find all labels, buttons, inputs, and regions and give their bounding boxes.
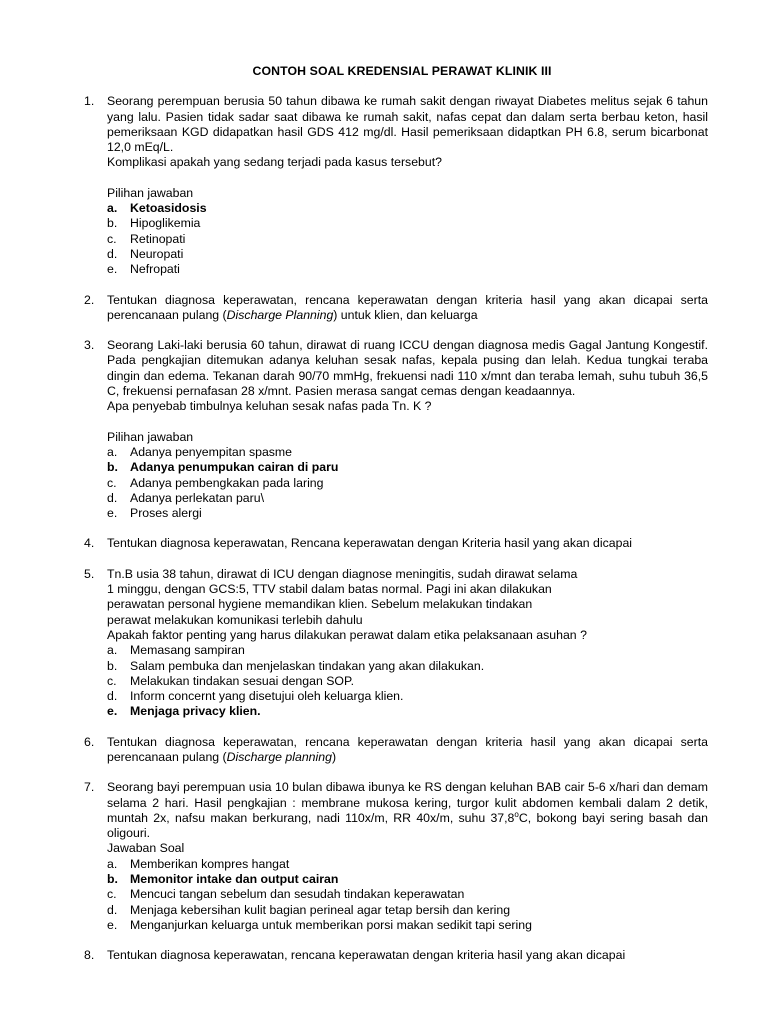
question-prompt: Apakah faktor penting yang harus dilakukan perawat dalam etika pelaksanaan asuhan ?: [107, 627, 587, 642]
answer-option: a. Memberikan kompres hangat: [107, 856, 290, 871]
answer-option-correct: a. Ketoasidosis: [107, 201, 207, 216]
answer-option-correct: b. Memonitor intake dan output cairan: [107, 872, 339, 887]
answer-option-correct: e. Menjaga privacy klien.: [107, 704, 261, 719]
answer-option: d. Adanya perlekatan paru\: [107, 490, 264, 505]
question-prompt: Komplikasi apakah yang sedang terjadi pada kasus tersebut?: [107, 155, 442, 170]
answer-option: e. Proses alergi: [107, 506, 202, 521]
answer-options: [107, 857, 708, 933]
answer-option: c. Retinopati: [107, 231, 186, 246]
answer-option: d. Inform concernt yang disetujui oleh keluarga klien.: [107, 689, 404, 704]
question-text: Tentukan diagnosa keperawatan, rencana keperawatan dengan kriteria hasil yang akan dicapai: [107, 948, 626, 963]
answer-option: a. Adanya penyempitan spasme: [107, 444, 293, 459]
question-line: perawatan personal hygiene memandikan klien. Sebelum melakukan tindakan: [107, 597, 533, 612]
question-number: 4.: [84, 536, 95, 551]
question-8: [84, 948, 708, 963]
answer-option: c. Melakukan tindakan sesuai dengan SOP.: [107, 673, 355, 688]
question-3: [84, 338, 708, 521]
question-number: 8.: [84, 948, 95, 963]
question-line: perawat melakukan komunikasi terlebih dahulu: [107, 612, 363, 627]
question-5: [84, 567, 708, 720]
answer-option-correct: b. Adanya penumpukan cairan di paru: [107, 460, 339, 475]
question-number: 3.: [84, 338, 95, 353]
options-label: Jawaban Soal: [107, 841, 185, 856]
question-text: Seorang Laki-laki berusia 60 tahun, dirawat di ruang ICCU dengan diagnosa medis Gagal Jantung Kongestif. Pada pengkajian ditemukan adanya keluhan sesak nafas, kepala pusing dan lelah. Kedua tungkai teraba dingin dan edema. Tekanan darah 90/70 mmHg, frekuensi nadi 110 x/mnt dan teraba lemah, suhu tubuh 36,5 C, frekuensi pernafasan 28 x/mnt. Pasien merasa sangat cemas dengan keadaannya.: [107, 338, 708, 399]
answer-option: b. Salam pembuka dan menjelaskan tindakan yang akan dilakukan.: [107, 658, 485, 673]
question-line: 1 minggu, dengan GCS:5, TTV stabil dalam batas normal. Pagi ini akan dilakukan: [107, 582, 552, 597]
question-line: Tn.B usia 38 tahun, dirawat di ICU dengan diagnose meningitis, sudah dirawat selama: [107, 566, 578, 581]
answer-option: d. Neuropati: [107, 246, 184, 261]
question-text: Tentukan diagnosa keperawatan, rencana keperawatan dengan kriteria hasil yang akan dicapai serta perencanaan pulang (Discharge Planning) untuk klien, dan keluarga: [107, 292, 708, 322]
question-number: 7.: [84, 780, 95, 795]
question-2: [84, 293, 708, 324]
question-number: 6.: [84, 734, 95, 749]
question-number: 5.: [84, 566, 95, 581]
answer-option: b. Hipoglikemia: [107, 216, 201, 231]
question-text: Seorang perempuan berusia 50 tahun dibawa ke rumah sakit dengan riwayat Diabetes melitus sejak 6 tahun yang lalu. Pasien tidak sadar saat dibawa ke rumah sakit, nafas cepat dan dalam serta berbau keton, hasil pemeriksaan KGD didapatkan hasil GDS 412 mg/dl. Hasil pemeriksaan didaptkan PH 6.8, serum bicarbonat 12,0 mEq/L.: [107, 94, 708, 155]
answer-option: c. Adanya pembengkakan pada laring: [107, 475, 324, 490]
question-7: [84, 780, 708, 933]
answer-option: a. Memasang sampiran: [107, 643, 245, 658]
document-title: CONTOH SOAL KREDENSIAL PERAWAT KLINIK III: [252, 64, 552, 78]
answer-option: e. Menganjurkan keluarga untuk memberikan porsi makan sedikit tapi sering: [107, 917, 532, 932]
question-text: Seorang bayi perempuan usia 10 bulan dibawa ibunya ke RS dengan keluhan BAB cair 5-6 x/hari dan demam selama 2 hari. Hasil pengkajian : membrane mukosa kering, turgor kulit abdomen kembali dalam 2 detik, muntah 2x, nafsu makan berkurang, nadi 110x/m, RR 40x/m, suhu 37,8$^o$C, bokong bayi sering basah dan oligouri.: [107, 780, 709, 841]
question-1: [84, 94, 708, 277]
question-number: 2.: [84, 292, 95, 307]
question-prompt: Apa penyebab timbulnya keluhan sesak nafas pada Tn. K ?: [107, 399, 432, 414]
answer-option: d. Menjaga kebersihan kulit bagian perineal agar tetap bersih dan kering: [107, 902, 511, 917]
question-text: Tentukan diagnosa keperawatan, Rencana keperawatan dengan Kriteria hasil yang akan dicapai: [107, 536, 633, 551]
answer-options: [107, 445, 708, 521]
question-number: 1.: [84, 94, 95, 109]
options-label: Pilihan jawaban: [107, 185, 194, 200]
answer-options: [107, 201, 708, 277]
question-4: [84, 536, 708, 551]
question-6: [84, 735, 708, 766]
question-text: Tentukan diagnosa keperawatan, rencana keperawatan dengan kriteria hasil yang akan dicapai serta perencanaan pulang (Discharge planning): [107, 734, 708, 764]
answer-option: c. Mencuci tangan sebelum dan sesudah tindakan keperawatan: [107, 887, 465, 902]
answer-options: [107, 643, 708, 719]
answer-option: e. Nefropati: [107, 262, 180, 277]
options-label: Pilihan jawaban: [107, 429, 194, 444]
